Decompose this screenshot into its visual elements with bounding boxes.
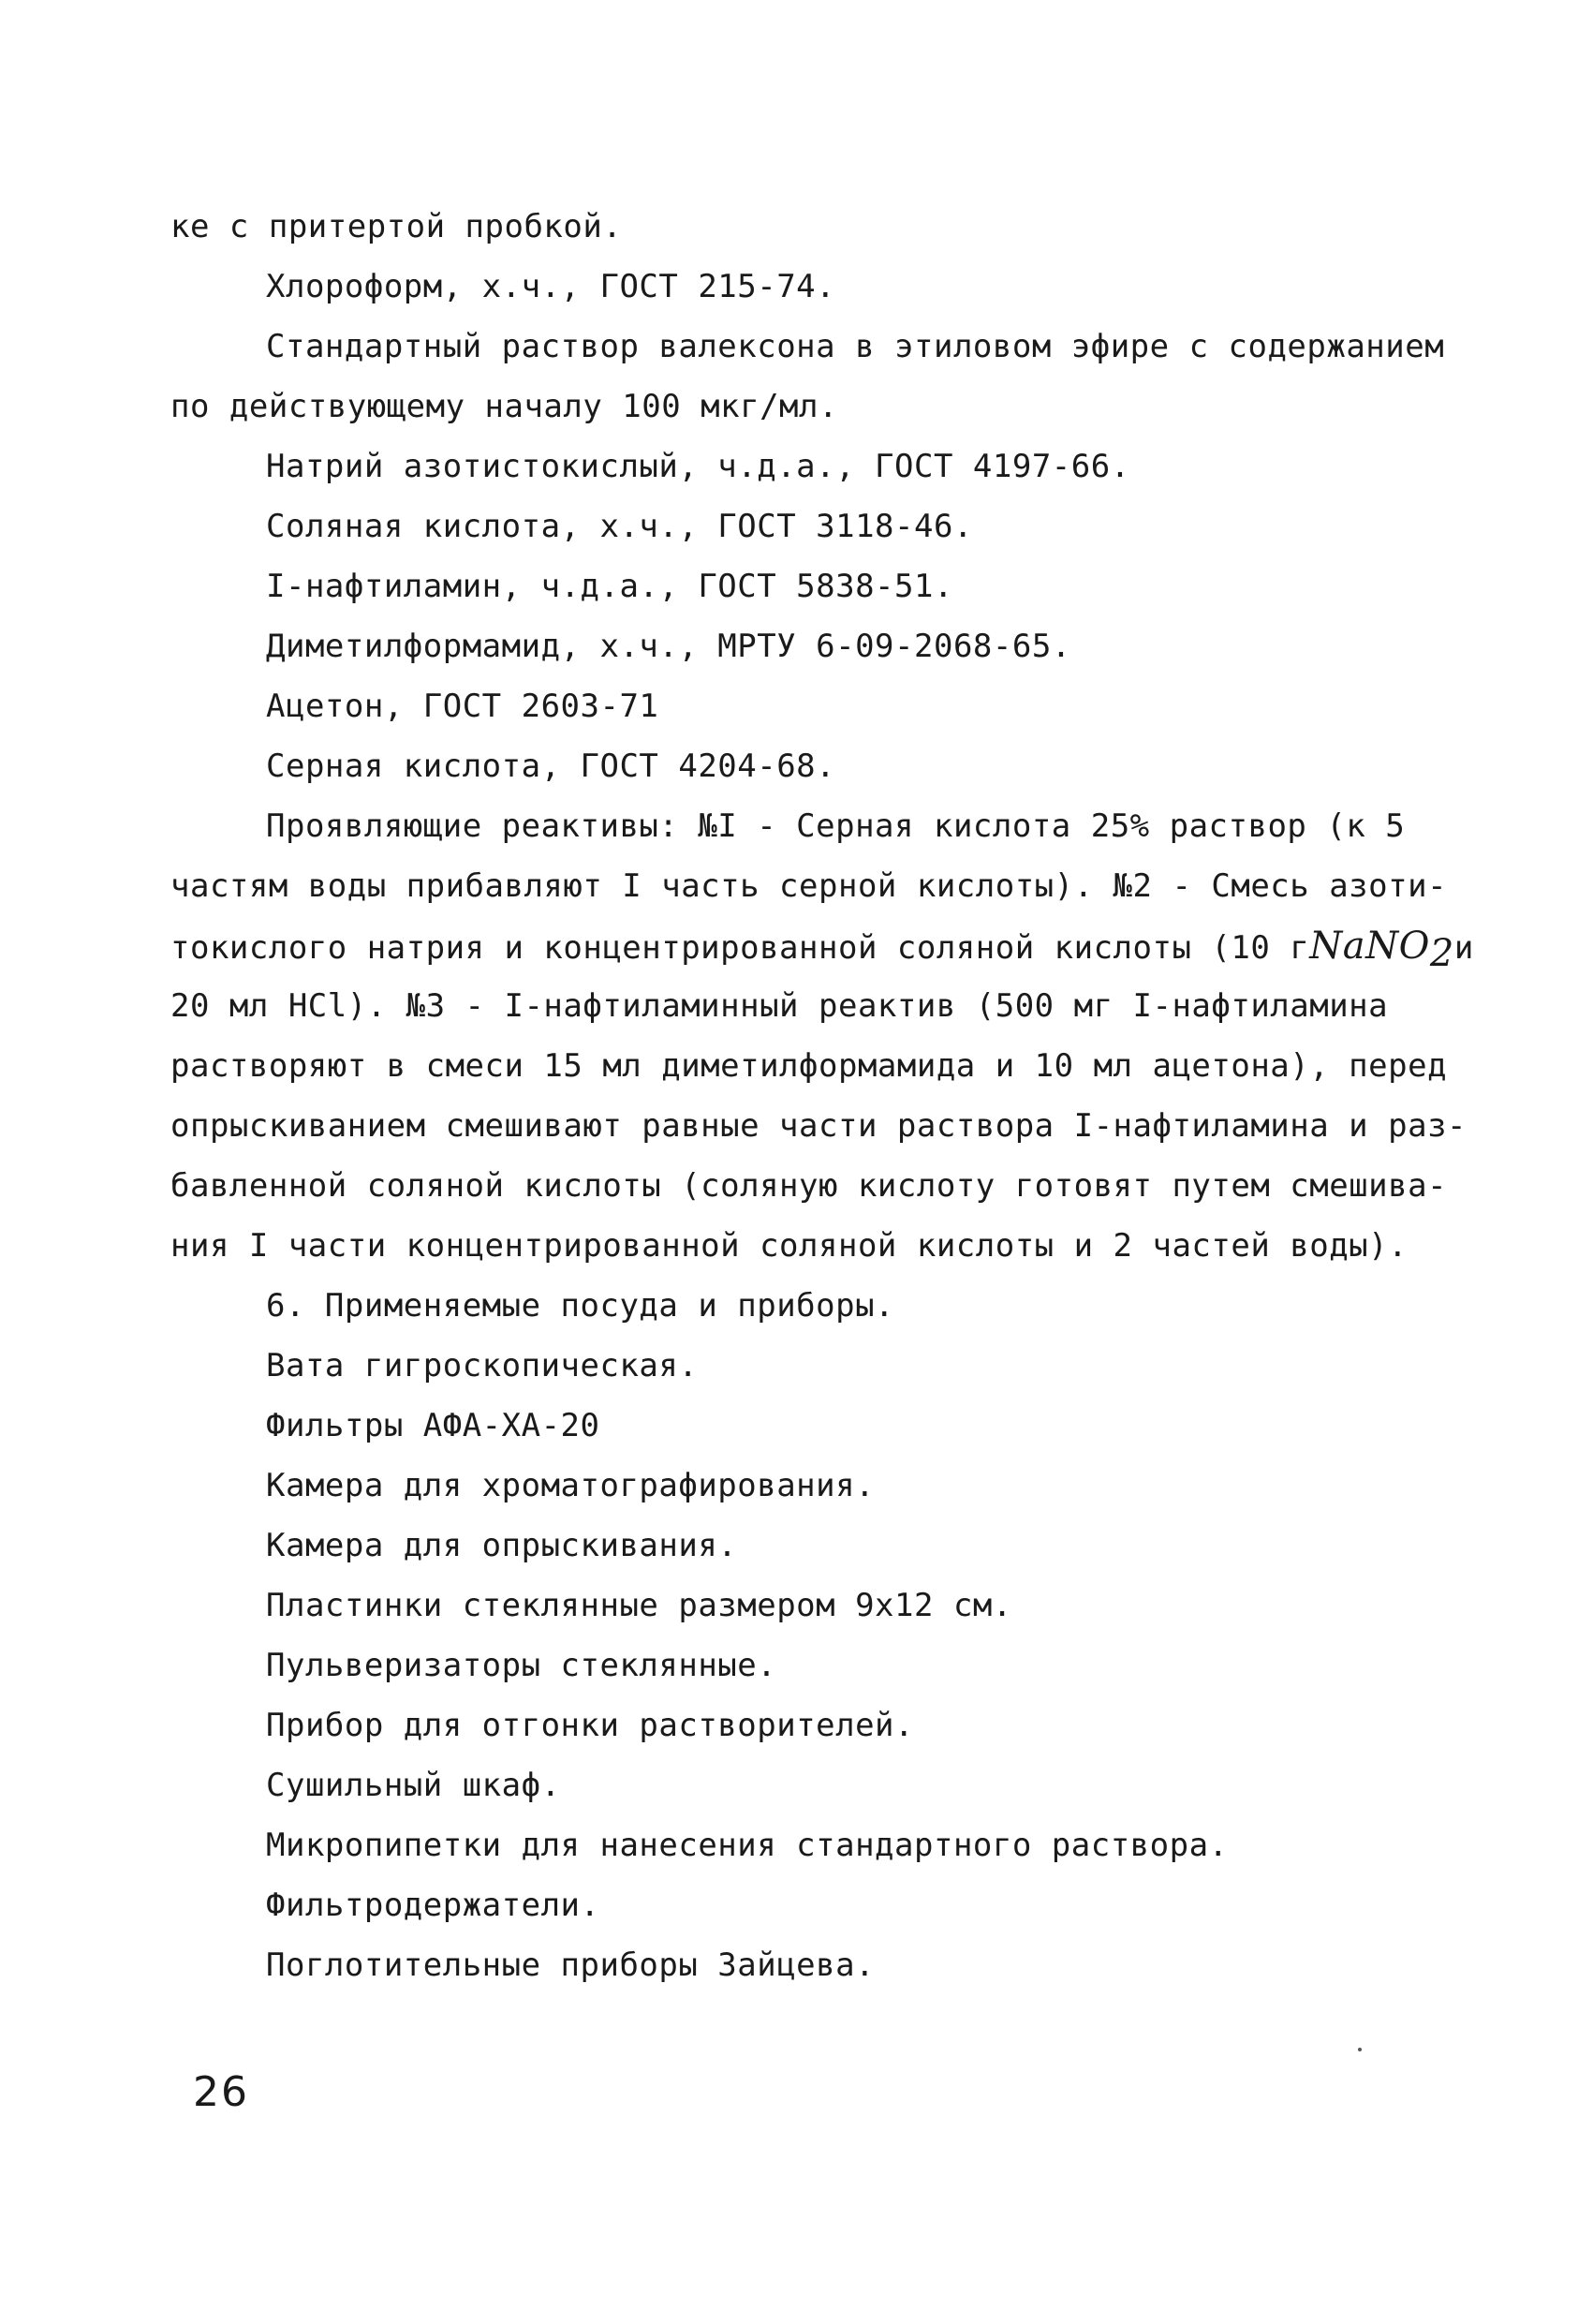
text-line: бавленной соляной кислоты (соляную кислоту готовят путем смешива- — [170, 1167, 1448, 1205]
page-number: 26 — [193, 2068, 249, 2116]
text-line: растворяют в смеси 15 мл диметилформамида и 10 мл ацетона), перед — [170, 1047, 1448, 1085]
text-segment: токислого натрия и концентрированной соляной кислоты (10 г — [170, 929, 1310, 967]
text-line: Стандартный раствор валексона в этиловом эфире с содержанием — [266, 328, 1445, 365]
text-line: Серная кислота, ГОСТ 4204-68. — [266, 748, 836, 785]
text-line: ке с притертой пробкой. — [170, 208, 623, 245]
text-line: Натрий азотистокислый, ч.д.а., ГОСТ 4197-66. — [266, 448, 1130, 485]
text-line: Ацетон, ГОСТ 2603-71 — [266, 688, 659, 725]
text-line: Проявляющие реактивы: №I - Серная кислота 25% раствор (к 5 — [266, 807, 1406, 845]
scan-speck — [1358, 2048, 1362, 2051]
handwritten-formula: NaNO — [1309, 925, 1430, 968]
formula-subscript: 2 — [1429, 931, 1454, 975]
list-item: Камера для хроматографирования. — [266, 1467, 876, 1504]
text-line: частям воды прибавляют I часть серной кислоты). №2 - Смесь азоти- — [170, 867, 1448, 905]
text-segment: и — [1453, 929, 1474, 967]
text-line: ния I части концентрированной соляной кислоты и 2 частей воды). — [170, 1227, 1409, 1265]
list-item: Прибор для отгонки растворителей. — [266, 1707, 915, 1744]
text-line: 20 мл HCl). №3 - I-нафтиламинный реактив (500 мг I-нафтиламина — [170, 987, 1389, 1025]
list-item: Камера для опрыскивания. — [266, 1527, 738, 1564]
text-line: Диметилформамид, х.ч., МРТУ 6-09-2068-65. — [266, 628, 1071, 665]
text-line: Хлороформ, х.ч., ГОСТ 215-74. — [266, 268, 836, 305]
list-item: Пластинки стеклянные размером 9х12 см. — [266, 1587, 1012, 1624]
list-item: Фильтродержатели. — [266, 1887, 600, 1924]
text-line: по действующему началу 100 мкг/мл. — [170, 388, 838, 425]
list-item: Пульверизаторы стеклянные. — [266, 1647, 777, 1684]
text-line-with-formula — [170, 925, 1474, 975]
list-item: Вата гигроскопическая. — [266, 1347, 699, 1384]
list-item: Сушильный шкаф. — [266, 1767, 561, 1804]
section-heading: 6. Применяемые посуда и приборы. — [266, 1287, 895, 1325]
list-item: Поглотительные приборы Зайцева. — [266, 1947, 876, 1984]
text-line: Соляная кислота, х.ч., ГОСТ 3118-46. — [266, 508, 973, 545]
text-line: опрыскиванием смешивают равные части раствора I-нафтиламина и раз- — [170, 1107, 1468, 1145]
list-item: Микропипетки для нанесения стандартного раствора. — [266, 1827, 1229, 1864]
text-line: I-нафтиламин, ч.д.а., ГОСТ 5838-51. — [266, 568, 953, 605]
list-item: Фильтры АФА-ХА-20 — [266, 1407, 600, 1444]
